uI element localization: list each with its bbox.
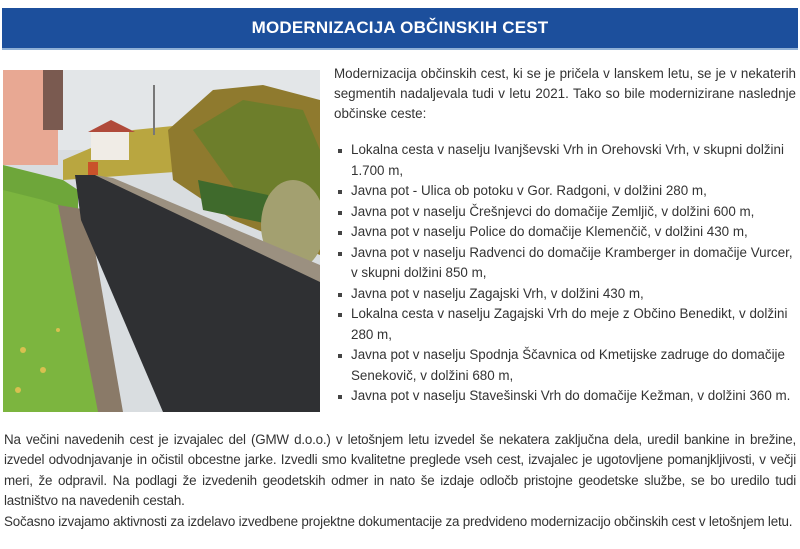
road-list <box>334 140 800 407</box>
list-item: Javna pot v naselju Črešnjevci do domačije Zemljič, v dolžini 600 m, <box>334 202 800 223</box>
outro-paragraph-1: Na večini navedenih cest je izvajalec del (GMW d.o.o.) v letošnjem letu izvedel še nekatera zaključna dela, uredil bankine in brežine, izvedel odvodnjavanje in očistil obcestne jarke. Izvedli smo kvalitetne preglede vseh cest, izvajalec je ugotovljene pomanjkljivosti, v večji meri, že odpravil. Na podlagi že izvedenih geodetskih odmer in nato še izdaje odločb pristojne geodetske službe, se bo uredilo tudi lastništvo na navedenih cestah. <box>4 432 796 509</box>
list-item: Lokalna cesta v naselju Zagajski Vrh do meje z Občino Benedikt, v dolžini 280 m, <box>334 304 800 345</box>
list-item: Lokalna cesta v naselju Ivanjševski Vrh in Orehovski Vrh, v skupni dolžini 1.700 m, <box>334 140 800 181</box>
list-item: Javna pot v naselju Zagajski Vrh, v dolžini 430 m, <box>334 284 800 305</box>
list-item: Javna pot v naselju Police do domačije Klemenčič, v dolžini 430 m, <box>334 222 800 243</box>
outro-paragraph-2: Sočasno izvajamo aktivnosti za izdelavo izvedbene projektne dokumentacije za predvideno modernizacijo občinskih cest v letošnjem letu. <box>4 513 793 529</box>
list-item: Javna pot v naselju Spodnja Ščavnica od Kmetijske zadruge do domačije Senekovič, v dolžini 680 m, <box>334 345 800 386</box>
outro-text <box>4 430 796 532</box>
list-item: Javna pot v naselju Stavešinski Vrh do domačije Kežman, v dolžini 360 m. <box>334 386 800 407</box>
section-header <box>2 8 798 50</box>
road-image-icon <box>3 70 320 412</box>
intro-paragraph: Modernizacija občinskih cest, ki se je pričela v lanskem letu, se je v nekaterih segmentih nadaljevala tudi v letu 2021. Tako so bile modernizirane naslednje občinske ceste: <box>334 66 796 121</box>
list-item: Javna pot - Ulica ob potoku v Gor. Radgoni, v dolžini 280 m, <box>334 181 800 202</box>
page-title: MODERNIZACIJA OBČINSKIH CEST <box>251 18 549 37</box>
list-item: Javna pot v naselju Radvenci do domačije Kramberger in domačije Vurcer, v skupni dolžini 850 m, <box>334 243 800 284</box>
road-photo <box>3 70 320 412</box>
